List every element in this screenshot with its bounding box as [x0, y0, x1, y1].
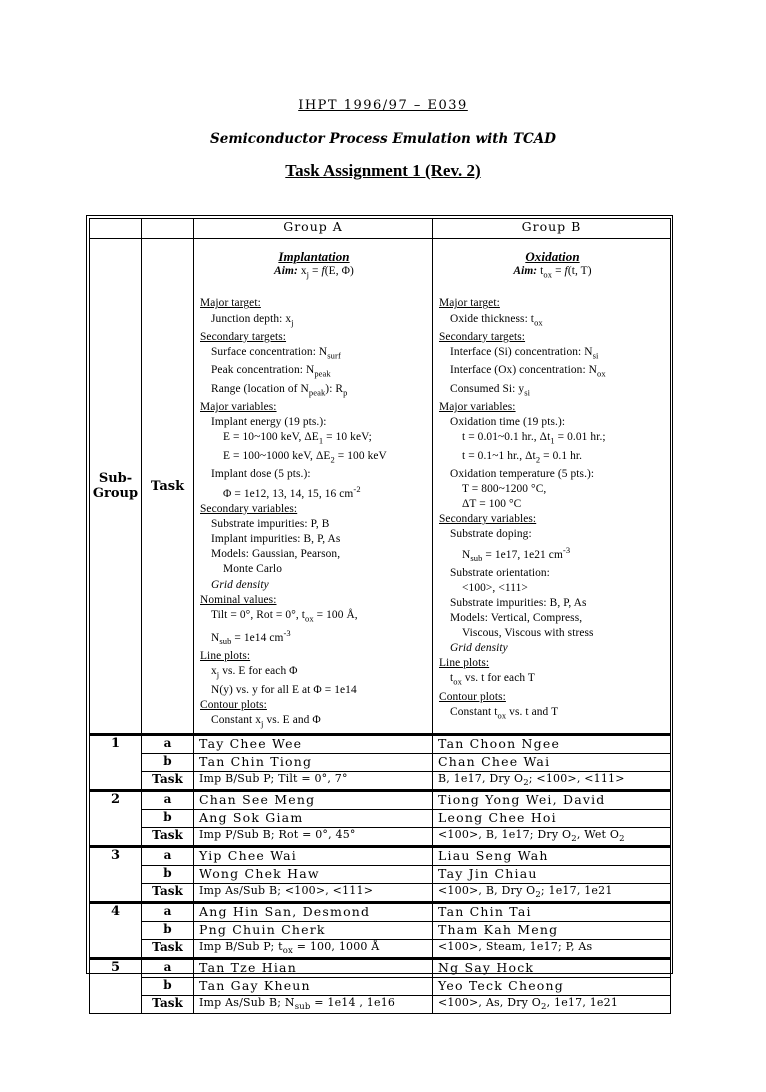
- subgroup-3-row-task: [90, 884, 671, 903]
- text-line: Models: Vertical, Compress,: [450, 612, 583, 625]
- blank-header: [90, 219, 142, 239]
- subgroup-1-row-a: [90, 735, 671, 754]
- contour-plots-heading: Contour plots:: [200, 698, 267, 711]
- group-b-topic: Oxidation: [525, 249, 580, 264]
- column-header-row: [90, 219, 671, 239]
- task-spec: <100>, B, Dry $O_2$; 1e17, 1e21: [433, 884, 671, 903]
- subgroup-5-row-b: [90, 978, 671, 996]
- subgroup-number: 2: [90, 791, 142, 847]
- secondary-targets-heading: Secondary targets:: [439, 330, 526, 343]
- text-line: ΔT = 100 °C: [462, 498, 522, 511]
- row-label: Task: [142, 828, 194, 847]
- contour-plots-heading: Contour plots:: [439, 690, 506, 703]
- group-b-description: [433, 239, 671, 735]
- text-line: $N_{sub} = 1e14$ $cm^{-3}$: [211, 628, 291, 647]
- task-spec: Imp As/Sub B; <100>, <111>: [194, 884, 433, 903]
- task-spec: Imp As/Sub B; $N_{sub} = 1e14$ , 1e16: [194, 996, 433, 1014]
- subgroup-number: 5: [90, 959, 142, 1014]
- nominal-values-heading: Nominal values:: [200, 593, 277, 606]
- line-plots-heading: Line plots:: [439, 657, 490, 670]
- text-line: $t_{ox}$ vs. t for each T: [450, 672, 535, 687]
- assignment-table: [89, 218, 671, 1014]
- subgroup-label: Sub-Group: [90, 239, 142, 735]
- major-target-heading: Major target:: [200, 297, 261, 310]
- text-line: Substrate doping:: [450, 528, 532, 541]
- subgroup-4-row-task: [90, 940, 671, 959]
- secondary-variables-heading: Secondary variables:: [439, 513, 537, 526]
- text-line: Tilt = 0°, Rot = 0°, $t_{ox} = 100$ Å,: [211, 608, 358, 624]
- text-line: Constant $x_j$ vs. E and Φ: [211, 713, 321, 729]
- row-label: Task: [142, 940, 194, 959]
- subgroup-2-row-a: [90, 791, 671, 810]
- subgroup-5-row-task: [90, 996, 671, 1014]
- text-line: $N_{sub} = 1e17$, 1e21 $cm^{-3}$: [462, 544, 571, 563]
- task-spec: <100>, Steam, 1e17; P, As: [433, 940, 671, 959]
- text-line: $x_j$ vs. E for each Φ: [211, 665, 298, 680]
- group-a-description: [194, 239, 433, 735]
- major-variables-heading: Major variables:: [200, 401, 277, 414]
- member-name: Tan Tze Hian: [194, 959, 433, 978]
- text-line: t = 0.01~0.1 hr., $\Delta t_1 = 0.01$ hr.;: [462, 431, 606, 446]
- member-name: Tham Kah Meng: [433, 922, 671, 940]
- text-line: Implant energy (19 pts.):: [211, 416, 327, 429]
- group-b-aim: Aim: $t_{ox} = f(t$, T): [513, 265, 592, 280]
- row-label: Task: [142, 884, 194, 903]
- member-name: Chan Chee Wai: [433, 754, 671, 772]
- subgroup-5-row-a: [90, 959, 671, 978]
- secondary-variables-heading: Secondary variables:: [200, 503, 298, 516]
- member-name: Tan Chin Tai: [433, 903, 671, 922]
- row-label: b: [142, 810, 194, 828]
- subgroup-number: 4: [90, 903, 142, 959]
- course-code: IHPT 1996/97 – E039: [298, 98, 468, 113]
- text-line: Substrate impurities: B, P, As: [450, 596, 587, 609]
- secondary-targets-heading: Secondary targets:: [200, 330, 287, 343]
- member-name: Ang Hin San, Desmond: [194, 903, 433, 922]
- text-line: Junction depth: $x_j$: [211, 312, 294, 327]
- text-line: <100>, <111>: [462, 581, 528, 594]
- text-line: T = 800~1200 °C,: [462, 483, 547, 496]
- member-name: Tay Jin Chiau: [433, 866, 671, 884]
- text-line: Oxidation time (19 pts.):: [450, 416, 566, 429]
- row-label: b: [142, 866, 194, 884]
- subgroup-3-row-a: [90, 847, 671, 866]
- task-label: Task: [142, 239, 194, 735]
- subgroup-1-row-b: [90, 754, 671, 772]
- major-variables-heading: Major variables:: [439, 401, 516, 414]
- row-label: a: [142, 847, 194, 866]
- text-line: Interface (Ox) concentration: $N_{ox}$: [450, 364, 606, 379]
- member-name: Tay Chee Wee: [194, 735, 433, 754]
- task-spec: <100>, B, 1e17; Dry $O_2$, Wet $O_2$: [433, 828, 671, 847]
- task-spec: Imp B/Sub P; $t_{ox} = 100$, 1000 Å: [194, 940, 433, 959]
- member-name: Ng Say Hock: [433, 959, 671, 978]
- row-label: b: [142, 978, 194, 996]
- line-plots-heading: Line plots:: [200, 650, 251, 663]
- text-line: Grid density: [211, 578, 269, 591]
- text-line: Oxidation temperature (5 pts.):: [450, 468, 595, 481]
- subgroup-2-row-b: [90, 810, 671, 828]
- text-line: Consumed Si: $y_{si}$: [450, 382, 531, 398]
- row-label: Task: [142, 996, 194, 1014]
- group-b-header: Group B: [433, 219, 671, 239]
- task-spec: <100>, As, Dry $O_2$, 1e17, 1e21: [433, 996, 671, 1014]
- subgroup-4-row-b: [90, 922, 671, 940]
- row-label: a: [142, 903, 194, 922]
- text-line: Φ = 1e12, 13, 14, 15, 16 $cm^{-2}$: [223, 484, 361, 500]
- text-line: Peak concentration: $N_{peak}$: [211, 364, 331, 379]
- row-label: b: [142, 754, 194, 772]
- text-line: Interface (Si) concentration: $N_{si}$: [450, 346, 599, 361]
- text-line: E = 10~100 keV, $\Delta E_1 = 10$ keV;: [223, 431, 372, 446]
- member-name: Leong Chee Hoi: [433, 810, 671, 828]
- subgroup-2-row-task: [90, 828, 671, 847]
- task-spec: Imp P/Sub B; Rot = 0°, 45°: [194, 828, 433, 847]
- subgroup-rows: [90, 735, 671, 1014]
- text-line: Viscous, Viscous with stress: [462, 627, 594, 640]
- row-label: a: [142, 791, 194, 810]
- text-line: t = 0.1~1 hr., $\Delta t_2 = 0.1$ hr.: [462, 449, 583, 464]
- group-a-header: Group A: [194, 219, 433, 239]
- member-name: Wong Chek Haw: [194, 866, 433, 884]
- subgroup-1-row-task: [90, 772, 671, 791]
- member-name: Png Chuin Cherk: [194, 922, 433, 940]
- subgroup-number: 3: [90, 847, 142, 903]
- subgroup-number: 1: [90, 735, 142, 791]
- member-name: Tan Choon Ngee: [433, 735, 671, 754]
- member-name: Liau Seng Wah: [433, 847, 671, 866]
- subgroup-3-row-b: [90, 866, 671, 884]
- row-label: Task: [142, 772, 194, 791]
- row-label: a: [142, 735, 194, 754]
- text-line: Models: Gaussian, Pearson,: [211, 548, 341, 561]
- member-name: Tan Gay Kheun: [194, 978, 433, 996]
- text-line: Substrate orientation:: [450, 566, 550, 579]
- member-name: Tiong Yong Wei, David: [433, 791, 671, 810]
- text-line: E = 100~1000 keV, $\Delta E_2 = 100$ keV: [223, 449, 387, 464]
- text-line: N(y) vs. y for all E at Φ = 1e14: [211, 683, 357, 696]
- subgroup-4-row-a: [90, 903, 671, 922]
- document-title: Task Assignment 1 (Rev. 2): [285, 161, 481, 180]
- text-line: Substrate impurities: P, B: [211, 518, 330, 531]
- text-line: Oxide thickness: $t_{ox}$: [450, 312, 543, 327]
- member-name: Chan See Meng: [194, 791, 433, 810]
- task-spec: B, 1e17, Dry $O_2$; <100>, <111>: [433, 772, 671, 791]
- text-line: Implant dose (5 pts.):: [211, 468, 311, 481]
- text-line: Monte Carlo: [223, 563, 282, 576]
- blank-header: [142, 219, 194, 239]
- text-line: Constant $t_{ox}$ vs. t and T: [450, 705, 559, 721]
- document-subtitle: Semiconductor Process Emulation with TCAD: [210, 131, 556, 147]
- task-spec: Imp B/Sub P; Tilt = 0°, 7°: [194, 772, 433, 791]
- text-line: Implant impurities: B, P, As: [211, 533, 341, 546]
- group-a-topic: Implantation: [278, 249, 350, 264]
- member-name: Tan Chin Tiong: [194, 754, 433, 772]
- member-name: Ang Sok Giam: [194, 810, 433, 828]
- member-name: Yeo Teck Cheong: [433, 978, 671, 996]
- member-name: Yip Chee Wai: [194, 847, 433, 866]
- row-label: b: [142, 922, 194, 940]
- text-line: Range (location of $N_{peak}$): $R_p$: [211, 382, 348, 398]
- text-line: Surface concentration: $N_{surf}$: [211, 346, 341, 361]
- task-description-row: [90, 239, 671, 735]
- text-line: Grid density: [450, 642, 508, 655]
- group-a-aim: Aim: $x_j = f(E$, Φ): [274, 265, 354, 280]
- row-label: a: [142, 959, 194, 978]
- major-target-heading: Major target:: [439, 297, 500, 310]
